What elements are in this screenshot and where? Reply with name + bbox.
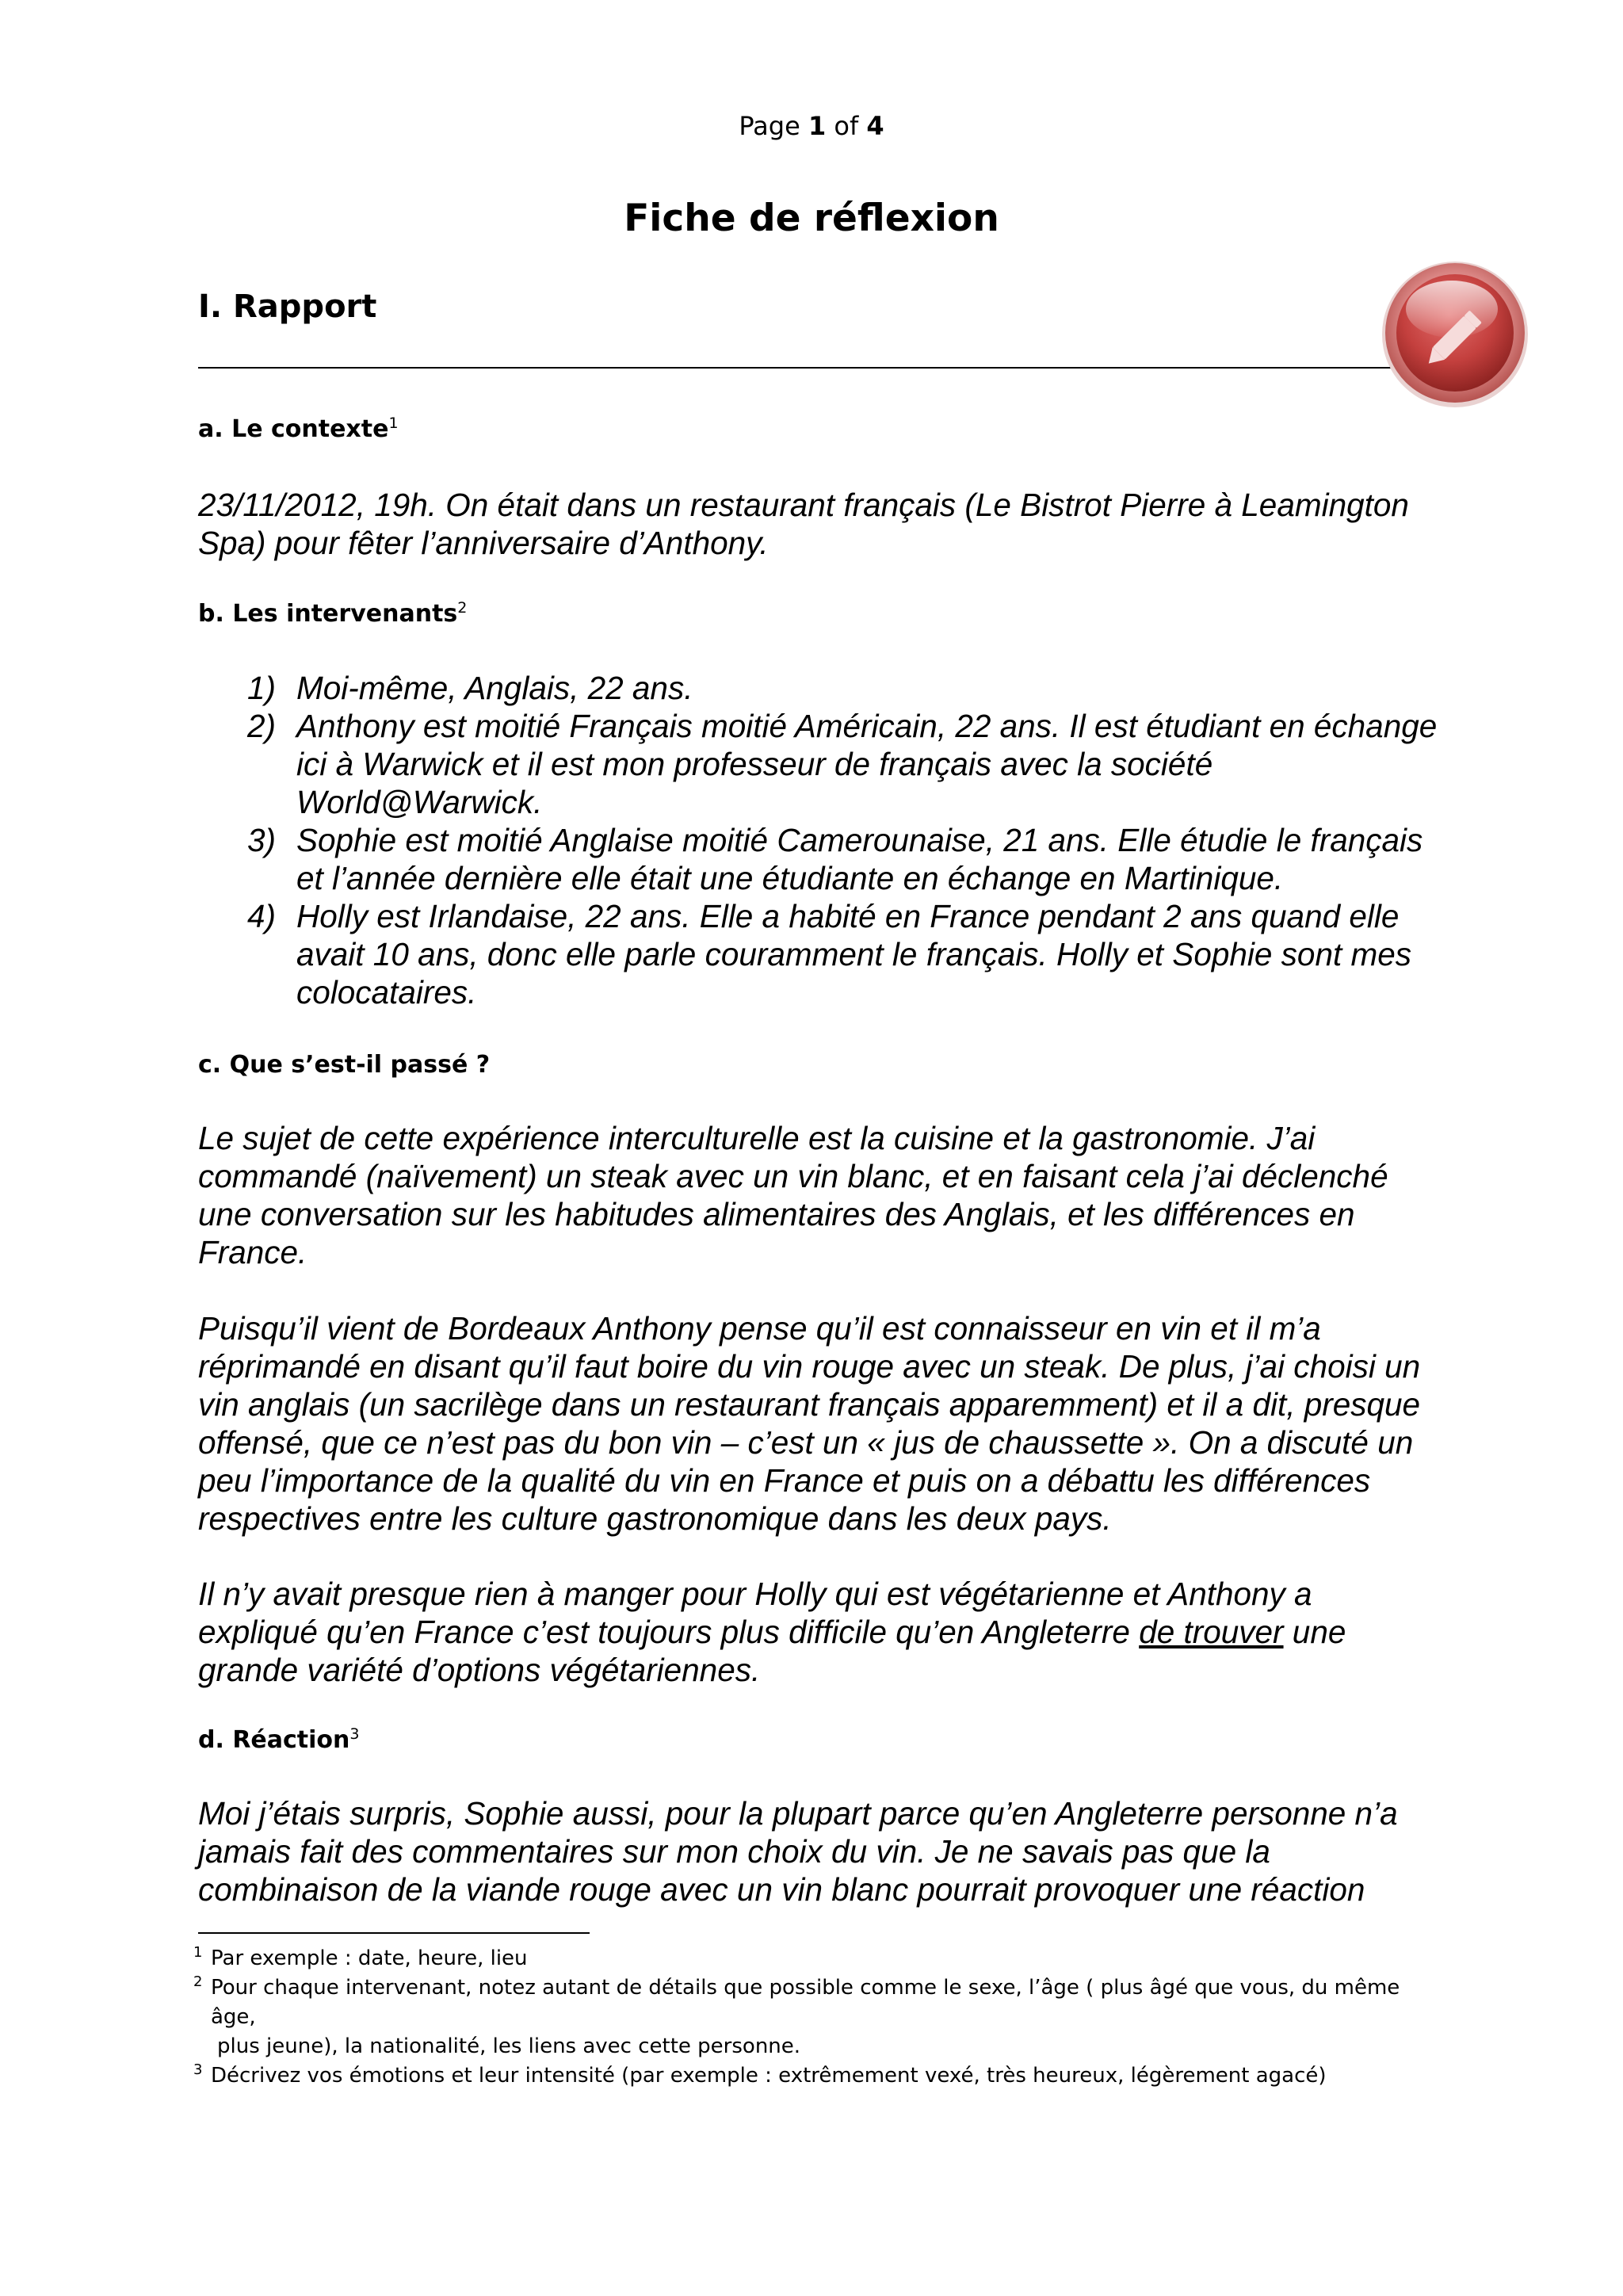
footnote-2: 2 Pour chaque intervenant, notez autant de détails que possible comme le sexe, l’âge ( plus âgé que vous, du même âge,	[193, 1973, 1400, 2029]
heading-reaction: d. Réaction$^3$	[198, 1725, 360, 1754]
list-item: 4) Holly est Irlandaise, 22 ans. Elle a habité en France pendant 2 ans quand elle avait 10 ans, donc elle parle couramment le français. Holly et Sophie sont mes colocataires.	[247, 898, 1411, 1010]
participants-list	[198, 669, 1450, 1011]
heading-passe: c. Que s’est-il passé ?	[198, 1051, 491, 1079]
footnote-divider	[198, 1932, 590, 1934]
paragraph-passe-2: Puisqu’il vient de Bordeaux Anthony pense qu’il est connaisseur en vin et il m’a réprimandé en disant qu’il faut boire du vin rouge avec un steak. De plus, j’ai choisi un vin anglais (un sacrilège dans un restaurant français apparemment) et il a dit, presque offensé, que ce n’est pas du bon vin – c’est un « jus de chaussette ». On a discuté un peu l’importance de la qualité du vin en France et puis on a débattu les différences respectives entre les culture gastronomique dans les deux pays.	[198, 1310, 1421, 1537]
paragraph-contexte: 23/11/2012, 19h. On était dans un restaurant français (Le Bistrot Pierre à Leamington Spa) pour fêter l’anniversaire d’Anthony.	[198, 487, 1409, 561]
section-title: I. Rapport	[198, 288, 377, 325]
footnote-ref-3: 3	[349, 1725, 360, 1743]
footnote-ref-1: 1	[388, 415, 399, 432]
footnote-2-continued: plus jeune), la nationalité, les liens avec cette personne.	[217, 2034, 801, 2058]
list-item: 2) Anthony est moitié Français moitié Américain, 22 ans. Il est étudiant en échange ici à Warwick et il est mon professeur de français avec la société World@Warwick.	[247, 708, 1438, 820]
list-item: 1) Moi-même, Anglais, 22 ans.	[247, 670, 693, 706]
document-title: Fiche de réflexion	[624, 197, 999, 240]
footnote-ref-2: 2	[457, 599, 468, 617]
paragraph-reaction: Moi j’étais surpris, Sophie aussi, pour la plupart parce qu’en Angleterre personne n’a jamais fait des commentaires sur mon choix du vin. Je ne savais pas que la combinaison de la viande rouge avec un vin blanc pourrait provoquer une réaction	[198, 1795, 1398, 1908]
footnote-1: 1 Par exemple : date, heure, lieu	[193, 1944, 528, 1970]
list-item: 3) Sophie est moitié Anglaise moitié Camerounaise, 21 ans. Elle étudie le français et l’année dernière elle était une étudiante en échange en Martinique.	[247, 822, 1423, 896]
page-number: Page 1 of 4	[739, 111, 884, 141]
paragraph-passe-1: Le sujet de cette expérience interculturelle est la cuisine et la gastronomie. J’ai commandé (naïvement) un steak avec un vin blanc, et en faisant cela j’ai déclenché une conversation sur les habitudes alimentaires des Anglais, et les différences en France.	[198, 1120, 1388, 1270]
pencil-icon	[1379, 257, 1531, 409]
paragraph-passe-3: Il n’y avait presque rien à manger pour Holly qui est végétarienne et Anthony a expliqué qu’en France c’est toujours plus difficile qu’en Angleterre de trouver une grande variété d’options végétariennes.	[198, 1576, 1346, 1688]
section-divider	[198, 367, 1403, 369]
heading-intervenants: b. Les intervenants$^2$	[198, 599, 468, 628]
footnotes	[193, 1944, 1430, 2091]
heading-contexte: a. Le contexte$^1$	[198, 415, 399, 443]
footnote-3: 3 Décrivez vos émotions et leur intensité (par exemple : extrêmement vexé, très heureux, légèrement agacé)	[193, 2061, 1327, 2088]
